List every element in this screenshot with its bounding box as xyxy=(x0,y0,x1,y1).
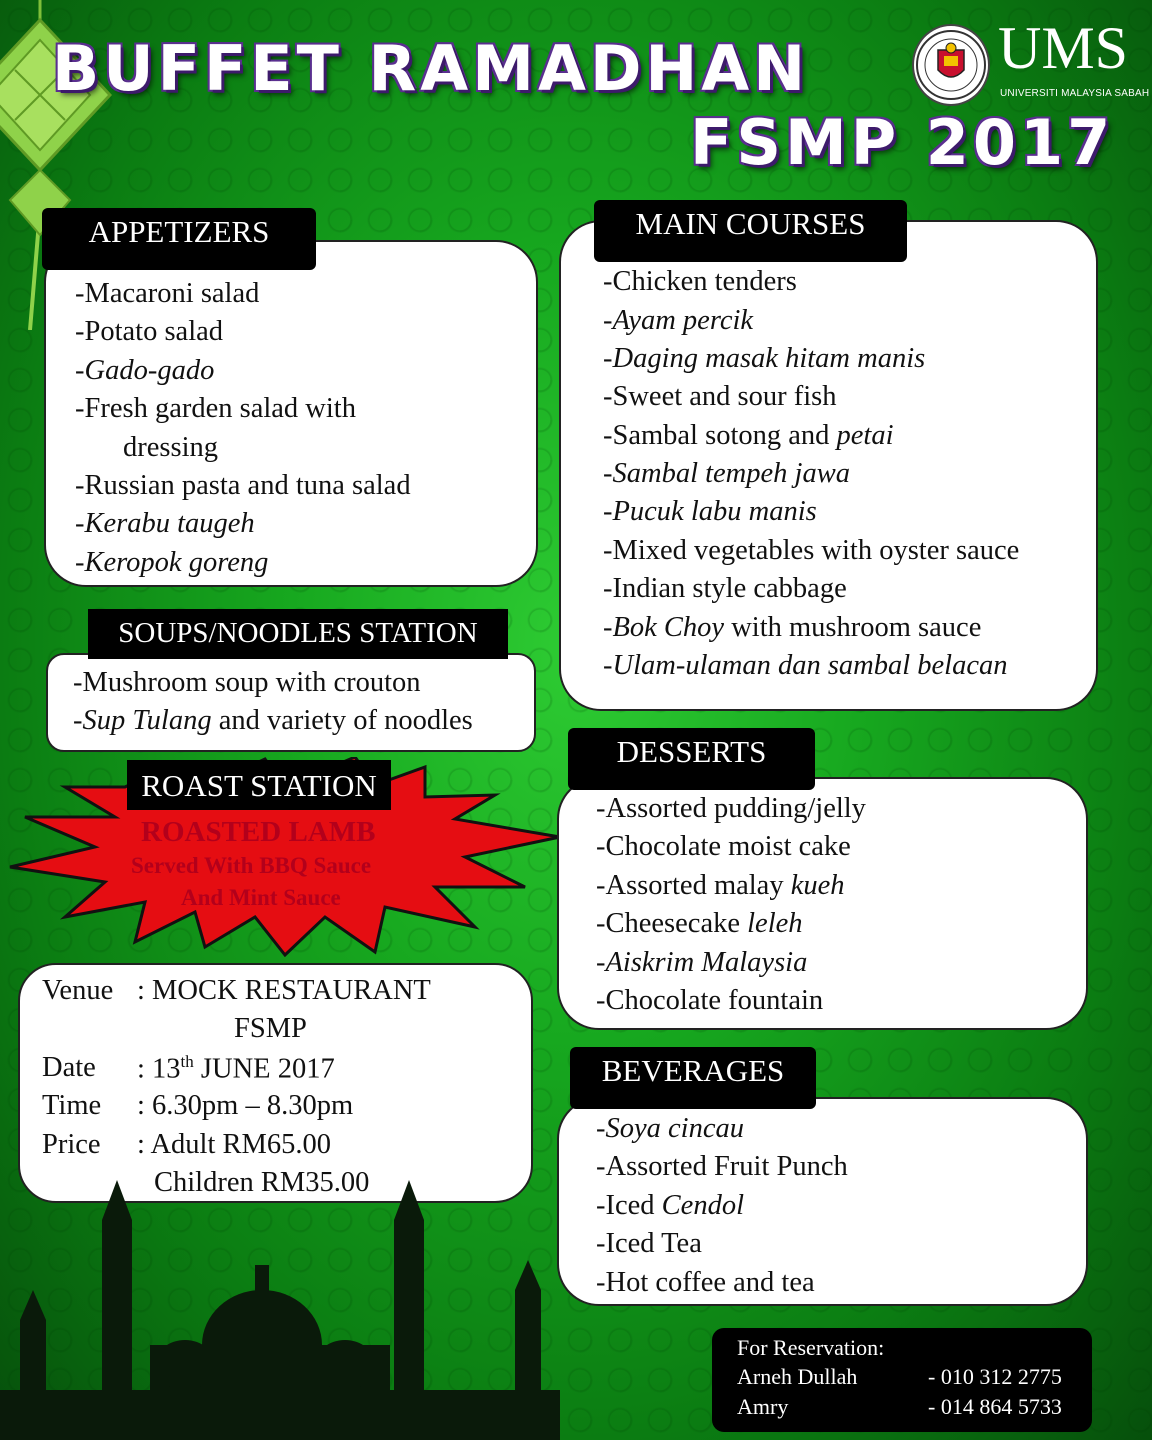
dessert-item: -Assorted pudding/jelly xyxy=(596,793,866,824)
reservation-heading: For Reservation: xyxy=(737,1335,885,1360)
venue-value-2: FSMP xyxy=(234,1013,307,1044)
beverage-item xyxy=(596,1190,744,1222)
date-day: : 13 xyxy=(137,1053,181,1085)
soup-item: -Sup Tulang and variety of noodles xyxy=(73,705,473,736)
main-courses-heading: MAIN COURSES xyxy=(594,200,907,262)
title-line1: BUFFET RAMADHAN xyxy=(52,32,810,105)
date-label: Date xyxy=(42,1052,96,1083)
main-course-text: -Sambal sotong and xyxy=(603,420,837,451)
time-label: Time xyxy=(42,1090,102,1121)
logo-text: UMS xyxy=(998,15,1129,81)
appetizer-item: -Russian pasta and tuna salad xyxy=(75,470,411,501)
main-course-text: with mushroom sauce xyxy=(724,612,982,643)
venue-value: : MOCK RESTAURANT xyxy=(137,975,431,1006)
appetizer-item: -Potato salad xyxy=(75,316,224,347)
main-course-item: -Chicken tenders xyxy=(603,266,797,297)
soup-item: -Mushroom soup with crouton xyxy=(73,667,421,698)
beverages-heading: BEVERAGES xyxy=(570,1047,816,1109)
reservation-phone-1[interactable]: - 010 312 2775 xyxy=(928,1364,1062,1389)
date-month-year: JUNE 2017 xyxy=(193,1053,335,1085)
time-value: : 6.30pm – 8.30pm xyxy=(137,1090,354,1121)
dessert-item: -Chocolate fountain xyxy=(596,985,824,1016)
dessert-italic: kueh xyxy=(790,870,845,901)
dessert-text: -Assorted malay xyxy=(596,870,791,901)
main-course-item xyxy=(603,612,981,644)
soup-item-rest: and variety of noodles xyxy=(211,705,473,736)
beverage-item: -Iced Tea xyxy=(596,1228,702,1259)
main-course-item: -Sambal tempeh jawa xyxy=(603,458,850,489)
appetizer-item: -Gado-gado xyxy=(75,355,215,386)
dessert-italic: leleh xyxy=(747,908,803,939)
appetizers-heading: APPETIZERS xyxy=(42,208,316,270)
dessert-item: -Aiskrim Malaysia xyxy=(596,947,808,978)
main-course-italic: -Bok Choy xyxy=(603,612,725,643)
price-children: Children RM35.00 xyxy=(154,1167,370,1198)
main-course-item: -Ulam-ulaman dan sambal belacan xyxy=(603,650,1008,681)
beverage-italic: Cendol xyxy=(661,1190,744,1221)
price-label: Price xyxy=(42,1129,101,1160)
desserts-heading: DESSERTS xyxy=(568,728,815,790)
mosque-silhouette xyxy=(0,1160,560,1440)
main-course-item: -Ayam percik xyxy=(603,305,754,336)
main-course-item: -Indian style cabbage xyxy=(603,573,847,604)
beverage-text: -Iced xyxy=(596,1190,662,1221)
main-course-item: -Mixed vegetables with oyster sauce xyxy=(603,535,1020,566)
appetizer-item: -Fresh garden salad with xyxy=(75,393,356,424)
main-course-item: -Sweet and sour fish xyxy=(603,381,837,412)
reservation-phone-2[interactable]: - 014 864 5733 xyxy=(928,1394,1062,1419)
dessert-text: -Cheesecake xyxy=(596,908,748,939)
appetizer-item: dressing xyxy=(123,432,218,463)
dessert-item xyxy=(596,908,803,940)
roast-sauce-line2: And Mint Sauce xyxy=(181,885,341,910)
date-value xyxy=(137,1052,335,1086)
price-adult: : Adult RM65.00 xyxy=(137,1129,331,1160)
appetizer-item: -Kerabu taugeh xyxy=(75,508,255,539)
reservation-name-1: Arneh Dullah xyxy=(737,1364,858,1389)
roast-dish: ROASTED LAMB xyxy=(141,816,376,848)
roast-heading: ROAST STATION xyxy=(127,760,391,810)
main-course-italic: petai xyxy=(836,420,894,451)
main-course-item: -Daging masak hitam manis xyxy=(603,343,926,374)
roast-sauce-line1: Served With BBQ Sauce xyxy=(131,853,372,878)
ums-crest-icon xyxy=(912,24,990,106)
title-line2: FSMP 2017 xyxy=(690,106,1115,179)
soup-item-italic: Sup Tulang xyxy=(82,705,212,736)
appetizer-item: -Macaroni salad xyxy=(75,278,260,309)
appetizer-item: -Keropok goreng xyxy=(75,547,269,578)
dessert-item xyxy=(596,870,845,902)
venue-label: Venue xyxy=(42,975,114,1006)
reservation-name-2: Amry xyxy=(737,1394,789,1419)
dessert-item: -Chocolate moist cake xyxy=(596,831,851,862)
main-course-item: -Pucuk labu manis xyxy=(603,496,817,527)
beverage-item: -Assorted Fruit Punch xyxy=(596,1151,848,1182)
beverage-item: -Hot coffee and tea xyxy=(596,1267,815,1298)
main-course-item xyxy=(603,420,894,452)
logo-subtext: UNIVERSITI MALAYSIA SABAH xyxy=(1000,88,1150,99)
beverage-item: -Soya cincau xyxy=(596,1113,744,1144)
soups-heading: SOUPS/NOODLES STATION xyxy=(88,609,508,659)
date-suffix: th xyxy=(180,1052,194,1071)
